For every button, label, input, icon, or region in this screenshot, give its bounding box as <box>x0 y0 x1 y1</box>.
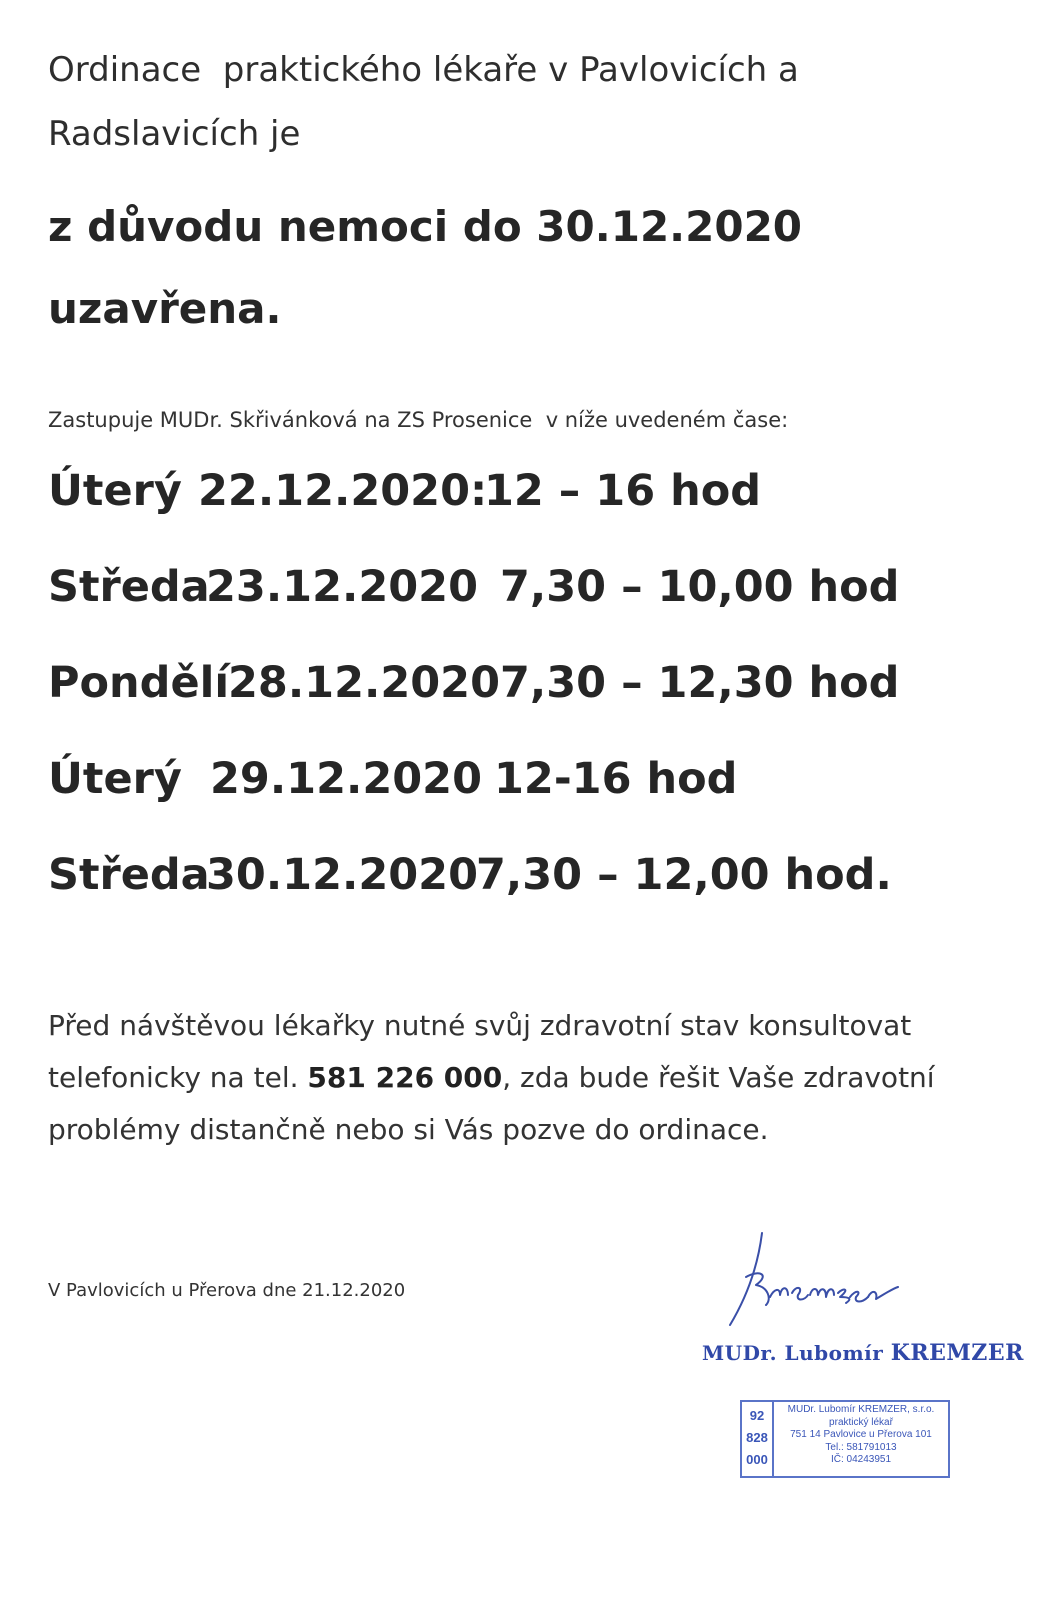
schedule-row <box>48 658 1028 754</box>
stamp-code <box>742 1402 774 1476</box>
schedule-row <box>48 850 1028 946</box>
schedule-hours: 7,30 – 10,00 hod <box>500 562 900 612</box>
phone-number: 581 226 000 <box>307 1061 503 1094</box>
closure-heading <box>48 186 1008 350</box>
stamp-line: IČ: 04243951 <box>830 1454 892 1465</box>
schedule-day: Středa <box>48 850 210 900</box>
closure-line-1: z důvodu nemoci do 30.12.2020 <box>48 202 803 251</box>
stamp-address <box>778 1404 944 1467</box>
stamp-line: Tel.: 581791013 <box>825 1441 897 1453</box>
stamp-line: MUDr. Lubomír KREMZER, s.r.o. <box>787 1404 935 1415</box>
stamp-code-line: 000 <box>746 1452 768 1467</box>
schedule-day: Pondělí <box>48 658 230 708</box>
signatory-surname: KREMZER <box>890 1340 1024 1366</box>
schedule-date: 23.12.2020 <box>206 562 479 612</box>
note-line-1: Před návštěvou lékařky nutné svůj zdravotní stav konsultovat <box>48 1009 912 1042</box>
schedule-day: Středa <box>48 562 210 612</box>
substitute-info: Zastupuje MUDr. Skřivánková na ZS Prosenice v níže uvedeném čase: <box>48 408 789 432</box>
handwritten-signature <box>700 1225 900 1335</box>
schedule-row <box>48 562 1028 658</box>
note-line-2 <box>48 1052 1008 1104</box>
closure-line-2: uzavřena. <box>48 284 282 333</box>
schedule-row <box>48 466 1028 562</box>
stamp-line: praktický lékař <box>829 1416 893 1428</box>
note-line-3: problémy distančně nebo si Vás pozve do ordinace. <box>48 1113 769 1146</box>
note-line-2-start: telefonicky na tel. <box>48 1061 308 1094</box>
intro-line-1: Ordinace praktického lékaře v Pavlovicích a <box>48 50 799 90</box>
schedule-list <box>48 466 1028 946</box>
schedule-date: 29.12.2020 <box>210 754 483 804</box>
schedule-day: Úterý <box>48 466 182 516</box>
stamp-code-line: 828 <box>746 1430 768 1445</box>
schedule-date: 22.12.2020: <box>198 466 488 516</box>
schedule-row <box>48 754 1028 850</box>
schedule-date: 30.12.2020 <box>206 850 479 900</box>
schedule-hours: 7,30 – 12,00 hod. <box>476 850 892 900</box>
schedule-hours: 12 – 16 hod <box>484 466 762 516</box>
place-date: V Pavlovicích u Přerova dne 21.12.2020 <box>48 1280 406 1301</box>
signatory-title: MUDr. Lubomír <box>702 1341 891 1365</box>
schedule-hours: 12-16 hod <box>494 754 738 804</box>
note-line-2-end: , zda bude řešit Vaše zdravotní <box>502 1061 935 1094</box>
consultation-note <box>48 1000 1008 1156</box>
practice-stamp <box>740 1400 950 1478</box>
intro-text <box>48 38 1008 166</box>
schedule-hours: 7,30 – 12,30 hod <box>500 658 900 708</box>
stamp-code-line: 92 <box>749 1408 765 1423</box>
stamp-line: 751 14 Pavlovice u Přerova 101 <box>790 1429 932 1440</box>
signatory-name <box>702 1340 1024 1366</box>
schedule-date: 28.12.2020 <box>228 658 501 708</box>
schedule-day: Úterý <box>48 754 182 804</box>
intro-line-2: Radslavicích je <box>48 114 301 154</box>
